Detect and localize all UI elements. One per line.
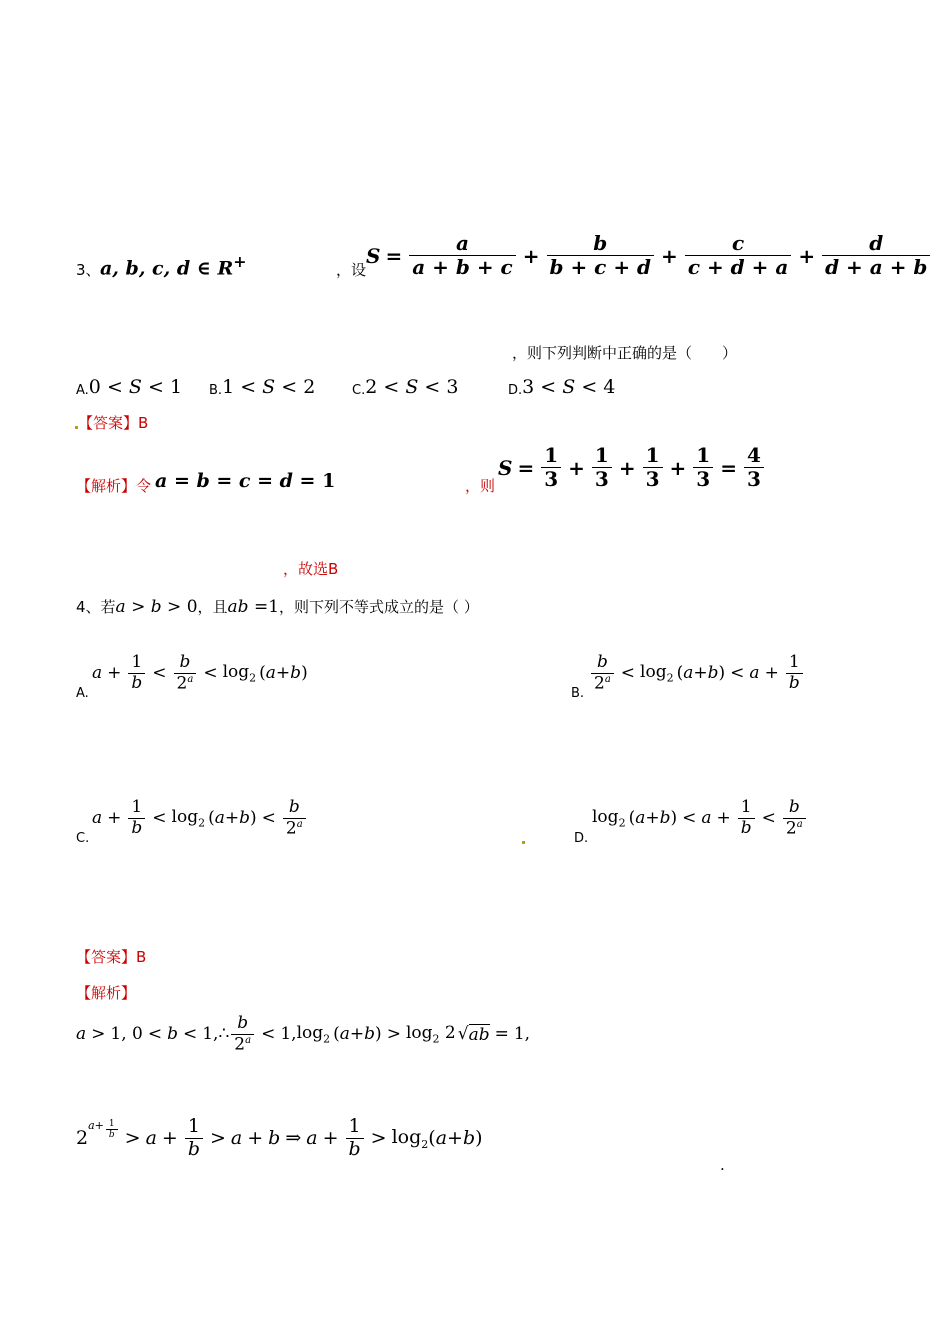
q3-option-a-math: 0 < S < 1: [88, 376, 183, 398]
q4-analysis-line2: 2 $^{a+ \frac{1}{b}}$ > a + $\frac{1}{b}$ > a + b ⇒ a + $\frac{1}{b}$ > $\log_2$ ( a + b ): [76, 1115, 483, 1160]
q3-s-formula: S = $\frac{a}{a + b + c}$ + $\frac{b}{b + c + d}$ + $\frac{c}{c + d + a}$ + $\frac{d}{d + a + b}$: [366, 232, 932, 279]
q4-stem: [76, 596, 479, 617]
q4-and: ，且: [197, 598, 228, 616]
q4-option-d-math[interactable]: $\log_2$ ( a + b ) < a + $\frac{1}{b}$ < $\frac{b}{2^a}$: [592, 798, 808, 839]
q4-answer: 【答案】B: [76, 948, 147, 966]
q3-option-d-label: D.: [508, 382, 523, 398]
q3-analysis-assign: a = b = c = d = 1: [155, 470, 336, 492]
q3-option-a-label: A.: [76, 382, 89, 398]
q4-option-a-math[interactable]: a + $\frac{1}{b}$ < $\frac{b}{2^a}$ < $\log_2$ ( a + b ): [92, 652, 308, 694]
trailing-mark: .: [720, 1156, 725, 1174]
q3-analysis-label: 【解析】令: [76, 477, 152, 495]
q3-analysis-sum: S = $\frac{1}{3}$ + $\frac{1}{3}$ + $\frac{1}{3}$ + $\frac{1}{3}$ = $\frac{4}{3}$: [498, 444, 766, 491]
q4-analysis-line1: a > 1, 0 < b < 1,∴ $\frac{b}{2^a}$ < 1, $\log_2$ ( a + b ) > $\log_2 2$ √ ab = 1,: [76, 1013, 531, 1055]
q4-cond1: a > b > 0: [115, 596, 198, 617]
q3-option-b-label: B.: [209, 382, 223, 398]
q3-conclusion: ，故选B: [283, 560, 339, 578]
q4-option-a-label[interactable]: A.: [76, 686, 89, 701]
q4-cond2: ab =1: [227, 596, 280, 617]
q3-option-a[interactable]: [76, 376, 182, 398]
q4-option-c-math[interactable]: a + $\frac{1}{b}$ < $\log_2$ ( a + b ) < $\frac{b}{2^a}$: [92, 798, 308, 839]
q3-option-c[interactable]: [352, 376, 458, 398]
q4-option-b-label[interactable]: B.: [571, 686, 585, 701]
q4-tail: ，则下列不等式成立的是（ ）: [279, 598, 479, 616]
q4-option-b-math[interactable]: $\frac{b}{2^a}$ < $\log_2$ ( a + b ) < a + $\frac{1}{b}$: [589, 653, 805, 694]
q3-number: 3、: [76, 261, 101, 279]
q3-answer: 【答案】B: [78, 414, 149, 432]
q3-question-tail: ，则下列判断中正确的是（ ）: [512, 344, 738, 362]
q4-number: 4、若: [76, 598, 116, 616]
q3-option-c-math: 2 < S < 3: [365, 376, 459, 398]
q3-option-c-label: C.: [352, 382, 366, 398]
q3-option-d[interactable]: [508, 376, 615, 398]
marker-dot: [522, 841, 525, 844]
q3-condition: a, b, c, d ∈ R+: [100, 252, 247, 280]
q3-option-b-math: 1 < S < 2: [222, 376, 316, 398]
q4-option-d-label[interactable]: D.: [574, 831, 589, 846]
q3-option-b[interactable]: [209, 376, 315, 398]
q3-option-d-math: 3 < S < 4: [522, 376, 616, 398]
q4-analysis-label: 【解析】: [76, 984, 137, 1002]
q4-option-c-label[interactable]: C.: [76, 831, 90, 846]
q3-separator: ，设: [336, 261, 367, 279]
q3-then: ，则: [465, 477, 496, 495]
